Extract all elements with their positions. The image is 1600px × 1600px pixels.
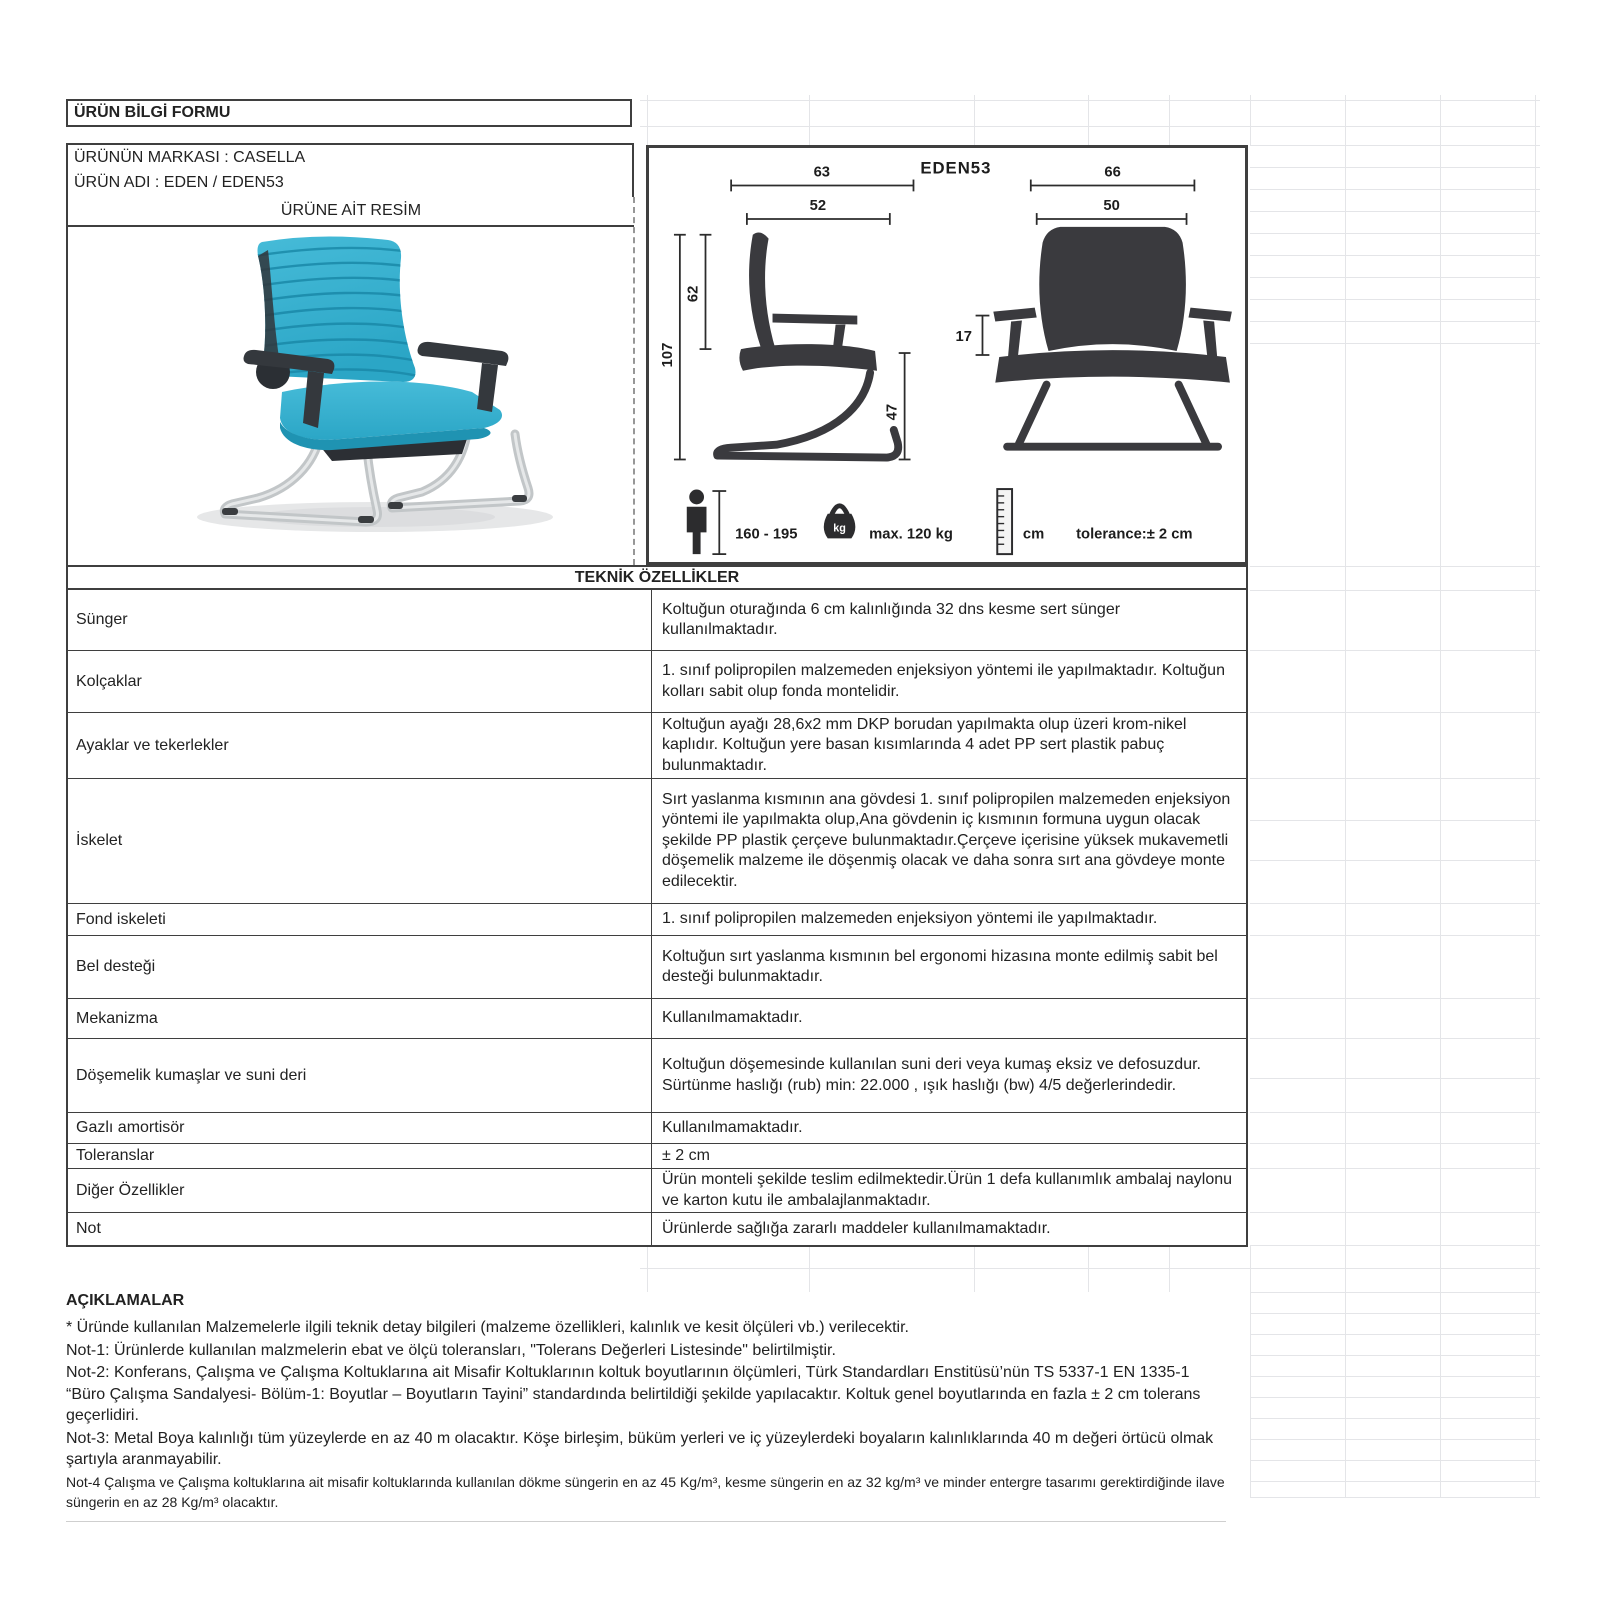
spec-label: Diğer Özellikler <box>68 1169 652 1212</box>
specs-header: TEKNİK ÖZELLİKLER <box>66 565 1248 590</box>
spec-label: Bel desteği <box>68 936 652 998</box>
spec-label: Toleranslar <box>68 1144 652 1168</box>
spec-value: Kullanılmamaktadır. <box>662 1009 803 1027</box>
image-caption: ÜRÜNE AİT RESİM <box>66 197 634 227</box>
person-height-icon <box>687 490 707 555</box>
side-view-chair <box>717 233 898 458</box>
table-row <box>68 1143 1246 1168</box>
form-title: ÜRÜN BİLGİ FORMU <box>66 99 632 127</box>
dimension-66 <box>1031 180 1195 192</box>
table-row <box>68 1112 1246 1143</box>
table-row <box>68 590 1246 650</box>
note-4: Not-4 Çalışma ve Çalışma koltuklarına ait misafir koltuklarında kullanılan dökme süngerin en az 45 Kg/m³, kesme süngerin en az 32 kg/m³ ve minder entergre tasarımı gerektirdiğinde ilave süngerin en az 28 Kg/m³ olacaktır. <box>66 1473 1225 1510</box>
spec-value: Ürün monteli şekilde teslim edilmektedir.Ürün 1 defa kullanımlık ambalaj naylonu ve karton kutu ile ambalajlanmaktadır. <box>662 1171 1233 1209</box>
brand-field: ÜRÜNÜN MARKASI : CASELLA <box>66 143 634 172</box>
spec-label: Not <box>68 1213 652 1245</box>
person-height-bracket <box>712 491 726 554</box>
spec-label: Gazlı amortisör <box>68 1113 652 1143</box>
spec-label: Ayaklar ve tekerlekler <box>68 713 652 778</box>
table-row <box>68 1212 1246 1245</box>
dim-107-value: 107 <box>659 342 676 368</box>
specs-table <box>66 590 1248 1247</box>
table-row <box>68 1038 1246 1112</box>
user-height-range: 160 - 195 <box>735 526 798 543</box>
spec-label: Fond iskeleti <box>68 904 652 935</box>
spec-value: Koltuğun ayağı 28,6x2 mm DKP borudan yapılmakta olup üzeri krom-nikel kaplıdır. Koltuğun yere basan kısımlarında 4 adet PP sert plastik pabuç bulunmaktadır. <box>662 715 1187 774</box>
table-row <box>68 650 1246 712</box>
product-photo-chair <box>170 232 570 542</box>
front-view-chair <box>993 227 1232 447</box>
ruler-icon <box>997 489 1012 554</box>
dim-47-value: 47 <box>884 403 901 421</box>
dimension-17 <box>976 316 990 355</box>
dim-66-value: 66 <box>1104 164 1121 181</box>
notes-header: AÇIKLAMALAR <box>66 1292 185 1309</box>
dimension-drawing <box>649 148 1245 562</box>
dim-17-value: 17 <box>955 329 972 346</box>
dim-50-value: 50 <box>1103 198 1120 215</box>
spec-value: Koltuğun döşemesinde kullanılan suni deri veya kumaş eksiz ve defosuzdur. Sürtünme haslığı (rub) min: 22.000 , ışık haslığı (bw) 4/5 değerlerindedir. <box>662 1056 1201 1094</box>
table-row <box>68 903 1246 935</box>
note-3: Not-3: Metal Boya kalınlığı tüm yüzeylerde en az 40 m olacaktır. Köşe birleşim, büküm yerleri ve iç yüzeylerdeki boyaların kalınlıklarında 40 m değeri örtücü olmak şartıyla aranmayabilir. <box>66 1429 1214 1468</box>
dim-52-value: 52 <box>809 198 827 215</box>
dim-63-value: 63 <box>813 164 831 181</box>
table-row <box>68 712 1246 778</box>
tolerance-label: tolerance:± 2 cm <box>1076 526 1193 543</box>
spec-value: ± 2 cm <box>662 1146 710 1164</box>
table-row <box>68 998 1246 1038</box>
weight-kettlebell-icon <box>824 506 856 539</box>
dimension-50 <box>1037 213 1187 225</box>
technical-drawing-panel <box>646 145 1248 565</box>
table-row <box>68 1168 1246 1212</box>
model-label: EDEN53 <box>920 158 992 178</box>
note-1: Not-1: Ürünlerde kullanılan malzmelerin ebat ve ölçü toleransları, "Tolerans Değerleri Listesinde" belirtilmiştir. <box>66 1341 836 1359</box>
spec-value: Koltuğun oturağında 6 cm kalınlığında 32 dns kesme sert sünger kullanılmaktadır. <box>662 600 1121 638</box>
note-star: * Üründe kullanılan Malzemelerle ilgili teknik detay bilgileri (malzeme özellikleri, kalınlık ve kesit ölçüleri vb.) verilecektir. <box>66 1319 909 1336</box>
max-load-label: max. 120 kg <box>869 526 953 543</box>
spec-value: Sırt yaslanma kısmının ana gövdesi 1. sınıf polipropilen malzemeden enjeksiyon yöntemi ile yapılmakta olup,Ana gövdenin iç kısmının formuna uygun olacak şekilde PP plastik çerçeve bulunmaktadır.Çerçeve içerisine yüksek mukavemetli döşemelik malzeme ile döşenmiş olacak ve daha sonra sırt ana gövdeye monte edilecektir. <box>662 790 1231 890</box>
kg-badge: kg <box>833 522 846 535</box>
spec-label: İskelet <box>68 779 652 903</box>
spec-label: Kolçaklar <box>68 651 652 712</box>
table-row <box>68 778 1246 903</box>
dimension-52 <box>747 213 890 225</box>
table-row <box>68 935 1246 998</box>
unit-label: cm <box>1022 526 1045 543</box>
product-name-field: ÜRÜN ADI : EDEN / EDEN53 <box>66 170 634 199</box>
dim-62-value: 62 <box>685 285 702 303</box>
spec-value: 1. sınıf polipropilen malzemeden enjeksiyon yöntemi ile yapılmaktadır. <box>662 910 1158 928</box>
note-2: Not-2: Konferans, Çalışma ve Çalışma Koltuklarına ait Misafir Koltuklarının koltuk boyutlarının ölçümleri, Türk Standardları Enstitüsü’nün TS 5337-1 EN 1335-1 “Büro Çalışma Sandalyesi- Bölüm-1: Boyutlar – Boyutların Tayini” standardında belirtildiği şekilde yapılacaktır. Koltuk genel boyutlarında en fazla ± 2 cm tolerans geçerlidiri. <box>66 1364 1201 1424</box>
print-area-dashed-line <box>633 197 635 565</box>
spec-label: Döşemelik kumaşlar ve suni deri <box>68 1039 652 1112</box>
dimension-63 <box>731 180 913 192</box>
spec-value: 1. sınıf polipropilen malzemeden enjeksiyon yöntemi ile yapılmaktadır. Koltuğun kolları sabit olup fonda montelidir. <box>662 662 1225 700</box>
spec-value: Ürünlerde sağlığa zararlı maddeler kullanılmamaktadır. <box>662 1219 1051 1237</box>
spec-value: Kullanılmamaktadır. <box>662 1118 803 1136</box>
spec-label: Sünger <box>68 590 652 650</box>
spec-label: Mekanizma <box>68 999 652 1038</box>
spec-value: Koltuğun sırt yaslanma kısmının bel ergonomi hizasına monte edilmiş sabit bel desteği bulunmaktadır. <box>662 947 1218 985</box>
notes-section <box>66 1292 1226 1522</box>
